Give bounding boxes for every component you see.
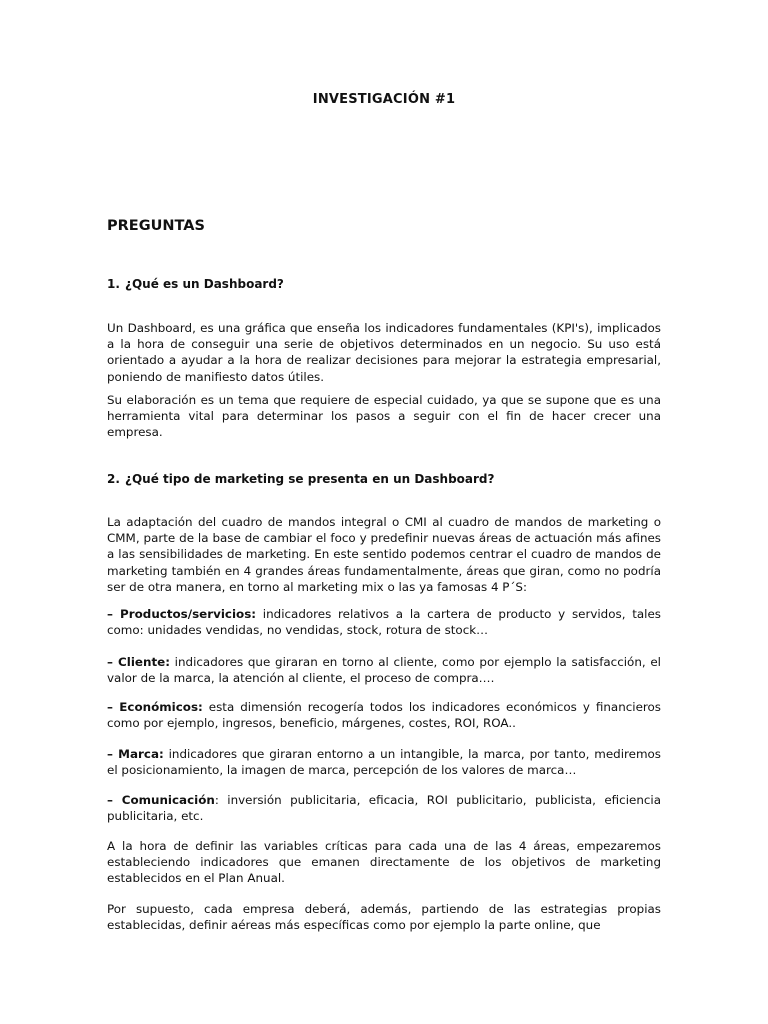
list-item-cliente [107,654,661,686]
list-item-label: – Productos/servicios: [107,607,257,621]
list-item-economicos [107,699,661,731]
answer-1-paragraph-2: Su elaboración es un tema que requiere de especial cuidado, ya que se supone que es una herramienta vital para determinar los pasos a seguir con el fin de hacer crecer una empresa. [107,393,661,440]
question-1-text: ¿Qué es un Dashboard? [125,277,284,291]
question-2 [107,472,494,486]
answer-2-paragraph-3: Por supuesto, cada empresa deberá, además, partiendo de las estrategias propias establecidas, definir aéreas más específicas como por ejemplo la parte online, que [107,902,661,933]
section-heading: PREGUNTAS [107,218,205,234]
question-2-text: ¿Qué tipo de marketing se presenta en un Dashboard? [125,472,495,486]
list-item-comunicacion [107,792,661,824]
answer-2-paragraph-1: La adaptación del cuadro de mandos integral o CMI al cuadro de mandos de marketing o CMM, parte de la base de cambiar el foco y predefinir nuevas áreas de actuación más afines a las sensibilidades de marketing. En este sentido podemos centrar el cuadro de mandos de marketing también en 4 grandes áreas fundamentalmente, áreas que giran, como no podría ser de otra manera, en torno al marketing mix o las ya famosas 4 P´S: [107,515,661,594]
list-item-text: : inversión publicitaria, eficacia, ROI publicitario, publicista, eficiencia publicitaria, etc. [107,793,661,824]
question-2-number: 2. [107,472,120,486]
list-item-label: – Marca: [107,747,164,761]
list-item-label: – Económicos: [107,700,203,714]
list-item-text: indicadores relativos a la cartera de producto y servidos, tales como: unidades vendidas, no vendidas, stock, rotura de stock… [107,607,661,638]
list-item-label: – Comunicación [107,793,215,807]
list-item-marca [107,746,661,778]
answer-1-paragraph-1: Un Dashboard, es una gráfica que enseña los indicadores fundamentales (KPI's), implicados a la hora de conseguir una serie de objetivos determinados en un negocio. Su uso está orientado a ayudar a la hora de realizar decisiones para mejorar la estrategia empresarial, poniendo de manifiesto datos útiles. [107,321,661,384]
list-item-productos [107,606,661,638]
document-title: INVESTIGACIÓN #1 [312,92,456,107]
list-item-text: esta dimensión recogería todos los indicadores económicos y financieros como por ejemplo, ingresos, beneficio, márgenes, costes, ROI, ROA.. [107,700,661,731]
answer-2-paragraph-2: A la hora de definir las variables críticas para cada una de las 4 áreas, empezaremos estableciendo indicadores que emanen directamente de los objetivos de marketing establecidos en el Plan Anual. [107,839,661,886]
list-item-text: indicadores que giraran en torno al cliente, como por ejemplo la satisfacción, el valor de la marca, la atención al cliente, el proceso de compra…. [107,655,661,686]
list-item-text: indicadores que giraran entorno a un intangible, la marca, por tanto, mediremos el posicionamiento, la imagen de marca, percepción de los valores de marca… [107,747,661,778]
list-item-label: – Cliente: [107,655,170,669]
question-1-number: 1. [107,277,120,291]
question-1 [107,277,284,291]
